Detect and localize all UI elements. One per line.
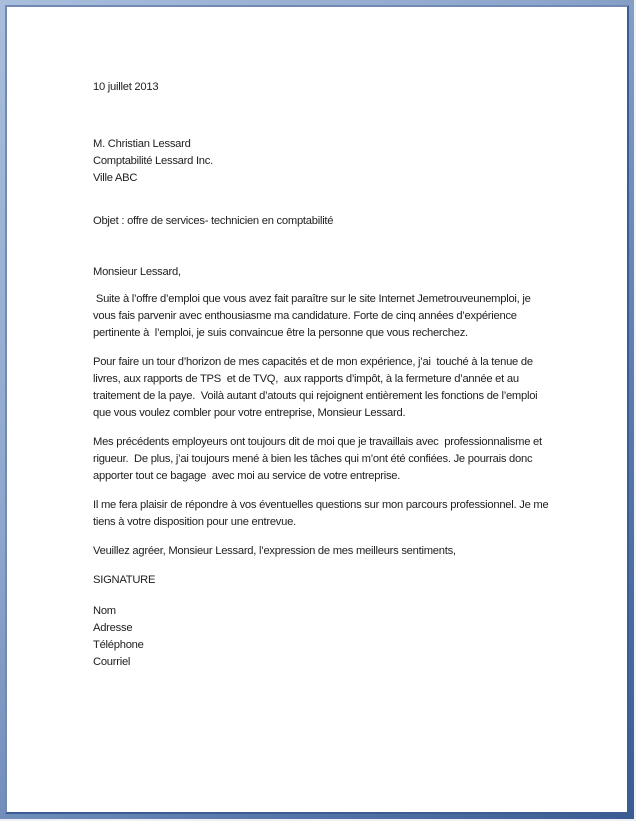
body-paragraph-2: Pour faire un tour d’horizon de mes capacités et de mon expérience, j’ai touché à la tenue de livres, aux rapports de TPS et de TVQ, aux rapports d’impôt, à la fermeture d’année et au traitement de la paye. Voilà autant d’atouts qui rejoignent entièrement les fonctions de l’emploi que vous voulez combler pour votre entreprise, Monsieur Lessard. [93,356,541,419]
contact-phone-line: Téléphone [93,639,144,651]
contact-block [93,603,551,671]
letter-date: 10 juillet 2013 [93,81,159,93]
signature-label: SIGNATURE [93,574,156,586]
contact-name-line: Nom [93,605,116,617]
closing-line: Veuillez agréer, Monsieur Lessard, l’expression de mes meilleurs sentiments, [93,545,456,557]
subject-line: Objet : offre de services- technicien en comptabilité [93,215,334,227]
body-paragraph-3: Mes précédents employeurs ont toujours dit de moi que je travaillais avec professionnalisme et rigueur. De plus, j’ai toujours mené à bien les tâches qui m’ont été confiées. Je pourrais donc apporter tout ce bagage avec moi au service de votre entreprise. [93,436,545,482]
body-paragraph-4: Il me fera plaisir de répondre à vos éventuelles questions sur mon parcours professionnel. Je me tiens à votre disposition pour une entrevue. [93,499,552,528]
letter-page [5,5,629,814]
recipient-block [93,136,551,187]
contact-email-line: Courriel [93,656,131,668]
recipient-company: Comptabilité Lessard Inc. [93,155,213,167]
contact-address-line: Adresse [93,622,133,634]
body-paragraph-1: Suite à l’offre d’emploi que vous avez fait paraître sur le site Internet Jemetrouveunemploi, je vous fais parvenir avec enthousiasme ma candidature. Forte de cinq années d’expérience pertinente à l’emploi, je suis convaincue être la personne que vous recherchez. [93,293,534,339]
recipient-city: Ville ABC [93,172,138,184]
recipient-name: M. Christian Lessard [93,138,191,150]
salutation-line: Monsieur Lessard, [93,266,181,278]
